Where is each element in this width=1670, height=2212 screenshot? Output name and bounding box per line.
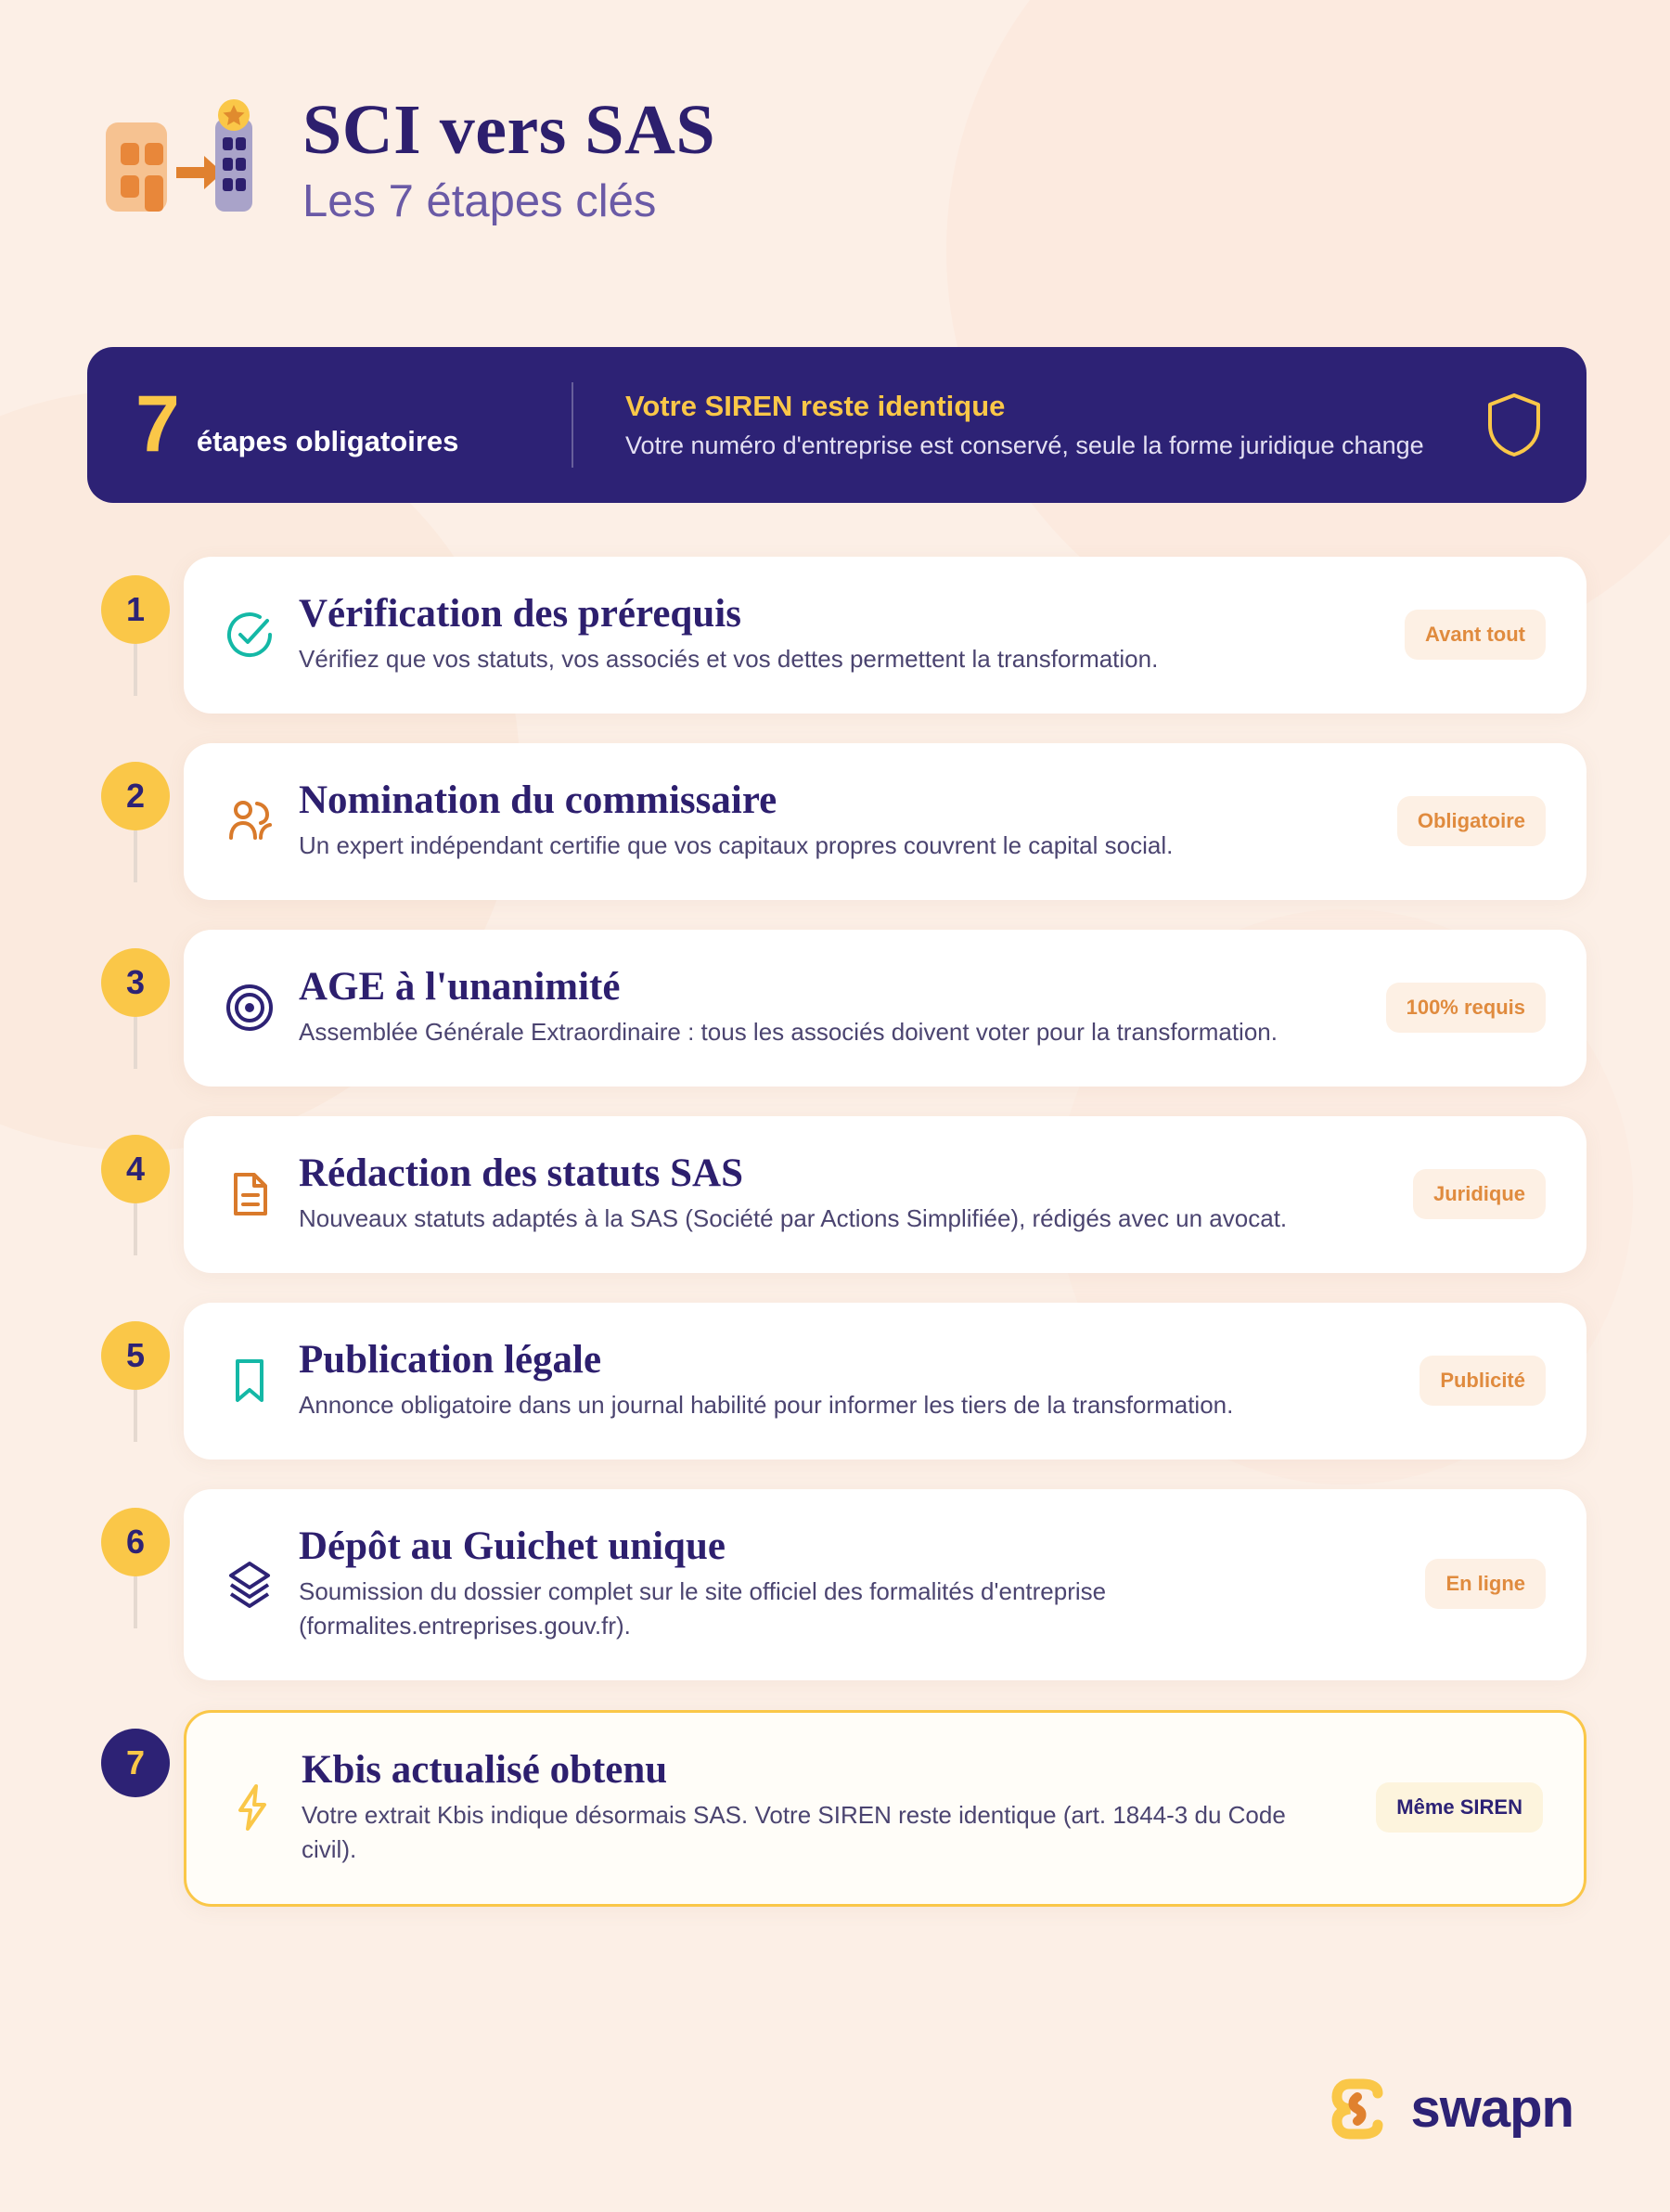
bolt-icon xyxy=(227,1782,277,1833)
step-rail xyxy=(87,557,184,644)
step-title: Nomination du commissaire xyxy=(299,778,777,823)
step-number-badge: 3 xyxy=(101,948,170,1017)
timeline-step xyxy=(87,743,1586,900)
step-badge: Publicité xyxy=(1420,1356,1546,1406)
check-circle-icon xyxy=(225,610,275,660)
bookmark-icon xyxy=(225,1356,275,1406)
step-description: Nouveaux statuts adaptés à la SAS (Société par Actions Simplifiée), rédigés avec un avocat. xyxy=(299,1204,1288,1233)
timeline-step xyxy=(87,1303,1586,1460)
timeline-step xyxy=(87,930,1586,1087)
step-text-group xyxy=(299,778,1349,863)
step-title: Dépôt au Guichet unique xyxy=(299,1524,726,1569)
step-rail xyxy=(87,1489,184,1576)
banner-message-group xyxy=(625,390,1466,460)
step-title: Kbis actualisé obtenu xyxy=(302,1748,668,1793)
step-description: Assemblée Générale Extraordinaire : tous les associés doivent voter pour la transformation. xyxy=(299,1018,1278,1047)
shield-icon xyxy=(1484,392,1544,458)
step-rail xyxy=(87,1303,184,1390)
step-rail xyxy=(87,743,184,830)
step-number-badge: 7 xyxy=(101,1729,170,1797)
page-header xyxy=(96,89,715,228)
header-text-group xyxy=(302,90,715,227)
step-card[interactable] xyxy=(184,1489,1586,1680)
step-card[interactable] xyxy=(184,1116,1586,1273)
steps-timeline xyxy=(87,557,1586,1907)
step-description: Vérifiez que vos statuts, vos associés et vos dettes permettent la transformation. xyxy=(299,645,1159,674)
step-number-badge: 1 xyxy=(101,575,170,644)
timeline-step xyxy=(87,557,1586,714)
step-badge: Juridique xyxy=(1413,1169,1546,1219)
step-title: Vérification des prérequis xyxy=(299,592,741,636)
timeline-connector xyxy=(134,1017,137,1069)
step-number-badge: 6 xyxy=(101,1508,170,1576)
banner-count-group xyxy=(135,379,572,469)
step-number-badge: 5 xyxy=(101,1321,170,1390)
step-description: Votre extrait Kbis indique désormais SAS. Votre SIREN reste identique (art. 1844-3 du Code civil). xyxy=(302,1801,1286,1864)
timeline-step xyxy=(87,1116,1586,1273)
step-text-group xyxy=(299,1151,1365,1236)
step-rail xyxy=(87,930,184,1017)
step-card[interactable] xyxy=(184,743,1586,900)
step-text-group xyxy=(299,1524,1377,1643)
step-card[interactable] xyxy=(184,930,1586,1087)
step-title: Publication légale xyxy=(299,1338,602,1382)
step-text-group xyxy=(299,965,1338,1049)
step-badge: Obligatoire xyxy=(1397,796,1546,846)
page-subtitle: Les 7 étapes clés xyxy=(302,175,657,226)
timeline-connector xyxy=(134,1576,137,1628)
step-badge: Même SIREN xyxy=(1376,1782,1543,1833)
step-badge: En ligne xyxy=(1425,1559,1546,1609)
layers-icon xyxy=(225,1559,275,1609)
step-text-group xyxy=(299,592,1356,676)
step-description: Soumission du dossier complet sur le site officiel des formalités d'entreprise (formalites.entreprises.gouv.fr). xyxy=(299,1577,1107,1640)
banner-step-count: 7 xyxy=(135,379,180,469)
step-number-badge: 2 xyxy=(101,762,170,830)
banner-divider xyxy=(572,382,573,468)
banner-headline: Votre SIREN reste identique xyxy=(625,390,1006,422)
step-rail xyxy=(87,1710,184,1797)
timeline-connector xyxy=(134,830,137,882)
users-icon xyxy=(225,796,275,846)
step-badge: 100% requis xyxy=(1386,983,1546,1033)
page-title: SCI vers SAS xyxy=(302,91,716,170)
target-icon xyxy=(225,983,275,1033)
banner-subline: Votre numéro d'entreprise est conservé, seule la forme juridique change xyxy=(625,431,1424,459)
step-description: Annonce obligatoire dans un journal habilité pour informer les tiers de la transformation. xyxy=(299,1391,1234,1420)
timeline-step xyxy=(87,1710,1586,1907)
step-number-badge: 4 xyxy=(101,1135,170,1203)
banner-step-count-label: étapes obligatoires xyxy=(196,425,459,458)
step-title: Rédaction des statuts SAS xyxy=(299,1151,744,1196)
step-title: AGE à l'unanimité xyxy=(299,965,621,1010)
swapn-s-logo-icon xyxy=(1330,2078,1391,2140)
step-card[interactable] xyxy=(184,557,1586,714)
step-rail xyxy=(87,1116,184,1203)
timeline-connector xyxy=(134,1203,137,1255)
step-card[interactable] xyxy=(184,1303,1586,1460)
timeline-connector xyxy=(134,1390,137,1442)
step-card[interactable] xyxy=(184,1710,1586,1907)
step-description: Un expert indépendant certifie que vos capitaux propres couvrent le capital social. xyxy=(299,831,1174,860)
footer-brand xyxy=(1330,2077,1574,2140)
swapn-wordmark: swapn xyxy=(1410,2078,1574,2139)
step-text-group xyxy=(299,1338,1371,1422)
step-badge: Avant tout xyxy=(1405,610,1546,660)
timeline-connector xyxy=(134,644,137,696)
step-text-group xyxy=(302,1748,1328,1867)
document-icon xyxy=(225,1169,275,1219)
summary-banner xyxy=(87,347,1586,503)
timeline-step xyxy=(87,1489,1586,1680)
sci-to-sas-buildings-icon xyxy=(96,89,263,228)
